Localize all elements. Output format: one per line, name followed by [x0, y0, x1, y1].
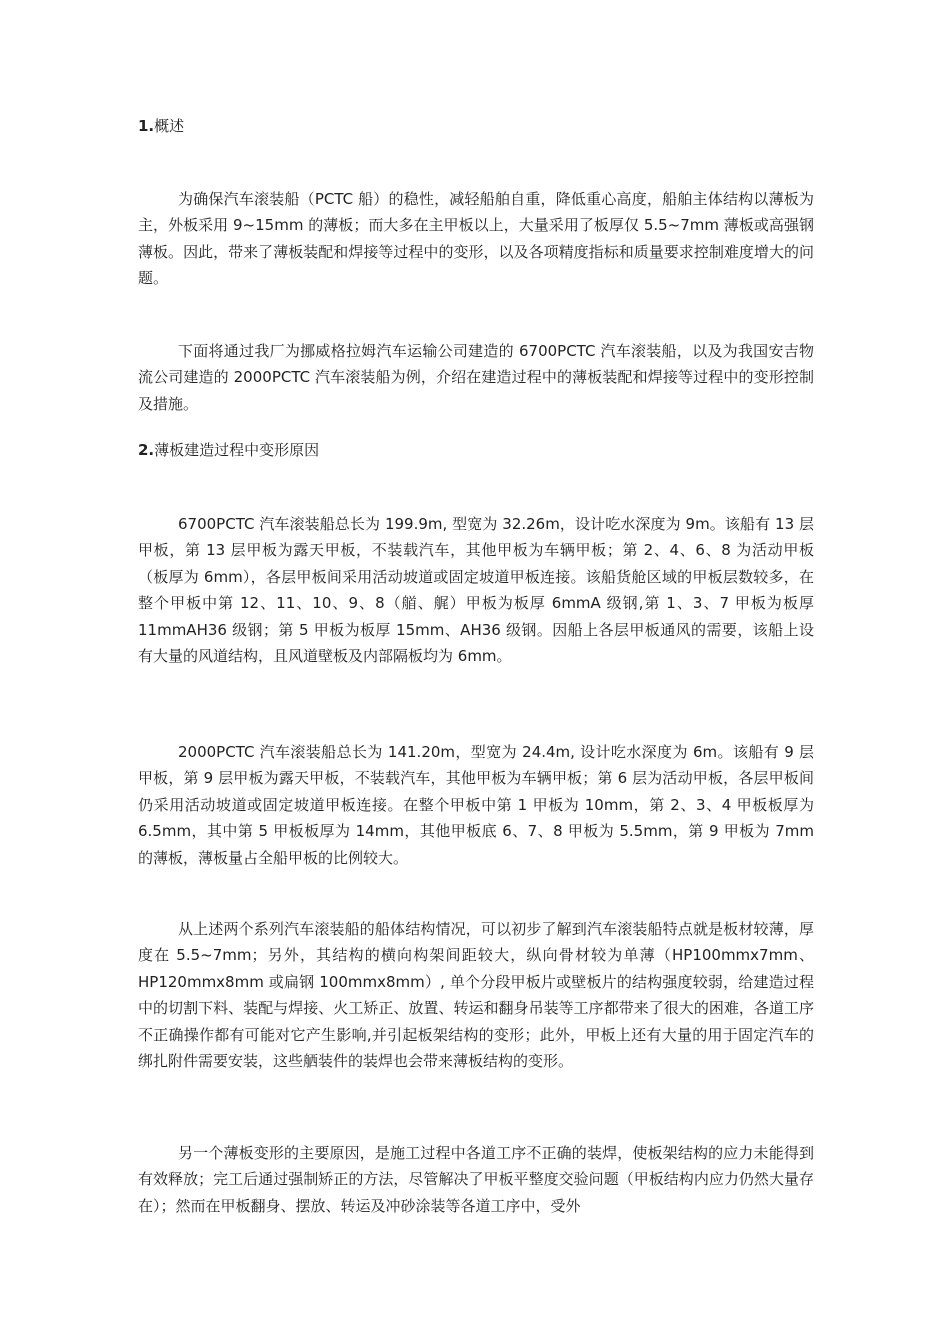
- section-1-heading: [138, 116, 184, 136]
- paragraph-2: 下面将通过我厂为挪威格拉姆汽车运输公司建造的 6700PCTC 汽车滚装船，以及为我国安吉物流公司建造的 2000PCTC 汽车滚装船为例，介绍在建造过程中的薄板装配和焊接等过程中的变形控制及措施。: [138, 342, 814, 413]
- paragraph-3: 6700PCTC 汽车滚装船总长为 199.9m, 型宽为 32.26m，设计吃水深度为 9m。该船有 13 层甲板，第 13 层甲板为露天甲板，不装载汽车，其他甲板为车辆甲板；第 2、4、6、8 为活动甲板（板厚为 6mm），各层甲板间采用活动坡道或固定坡道甲板连接。该船货舱区域的甲板层数较多，在整个甲板中第 12、11、10、9、8（艏、艉）甲板为板厚 6mmA 级钢,第 1、3、7 甲板为板厚 11mmAH36 级钢；第 5 甲板为板厚 15mm、AH36 级钢。因船上各层甲板通风的需要，该船上设有大量的风道结构，且风道壁板及内部隔板均为 6mm。: [138, 515, 814, 666]
- paragraph-6: 另一个薄板变形的主要原因，是施工过程中各道工序不正确的装焊，使板架结构的应力未能得到有效释放；完工后通过强制矫正的方法，尽管解决了甲板平整度交验问题（甲板结构内应力仍然大量存在）；然而在甲板翻身、摆放、转运及冲砂涂装等各道工序中，受外: [138, 1144, 814, 1215]
- paragraph-4: 2000PCTC 汽车滚装船总长为 141.20m，型宽为 24.4m, 设计吃水深度为 6m。该船有 9 层甲板，第 9 层甲板为露天甲板，不装载汽车，其他甲板为车辆甲板；第 6 层为活动甲板，各层甲板间仍采用活动坡道或固定坡道甲板连接。在整个甲板中第 1 甲板为 10mm，第 2、3、4 甲板板厚为 6.5mm，其中第 5 甲板板厚为 14mm，其他甲板底 6、7、8 甲板为 5.5mm，第 9 甲板为 7mm 的薄板，薄板量占全船甲板的比例较大。: [138, 743, 814, 867]
- section-2-title: 薄板建造过程中变形原因: [154, 441, 320, 459]
- section-2-number: 2.: [138, 441, 155, 459]
- section-1-number: 1.: [138, 117, 155, 135]
- section-1-title: 概述: [154, 117, 185, 135]
- section-2-heading: [138, 440, 319, 460]
- paragraph-1: 为确保汽车滚装船（PCTC 船）的稳性，减轻船舶自重，降低重心高度，船舶主体结构以薄板为主，外板采用 9~15mm 的薄板；而大多在主甲板以上，大量采用了板厚仅 5.5~7mm 薄板或高强钢薄板。因此，带来了薄板装配和焊接等过程中的变形，以及各项精度指标和质量要求控制难度增大的问题。: [138, 190, 814, 288]
- paragraph-5: 从上述两个系列汽车滚装船的船体结构情况，可以初步了解到汽车滚装船特点就是板材较薄，厚度在 5.5~7mm；另外，其结构的横向构架间距较大，纵向骨材较为单薄（HP100mmx7mm、HP120mmx8mm 或扁钢 100mmx8mm）, 单个分段甲板片或壁板片的结构强度较弱，给建造过程中的切割下料、装配与焊接、火工矫正、放置、转运和翻身吊装等工序都带来了很大的困难，各道工序不正确操作都有可能对它产生影响,并引起板架结构的变形；此外，甲板上还有大量的用于固定汽车的绑扎附件需要安装，这些舾装件的装焊也会带来薄板结构的变形。: [138, 920, 814, 1071]
